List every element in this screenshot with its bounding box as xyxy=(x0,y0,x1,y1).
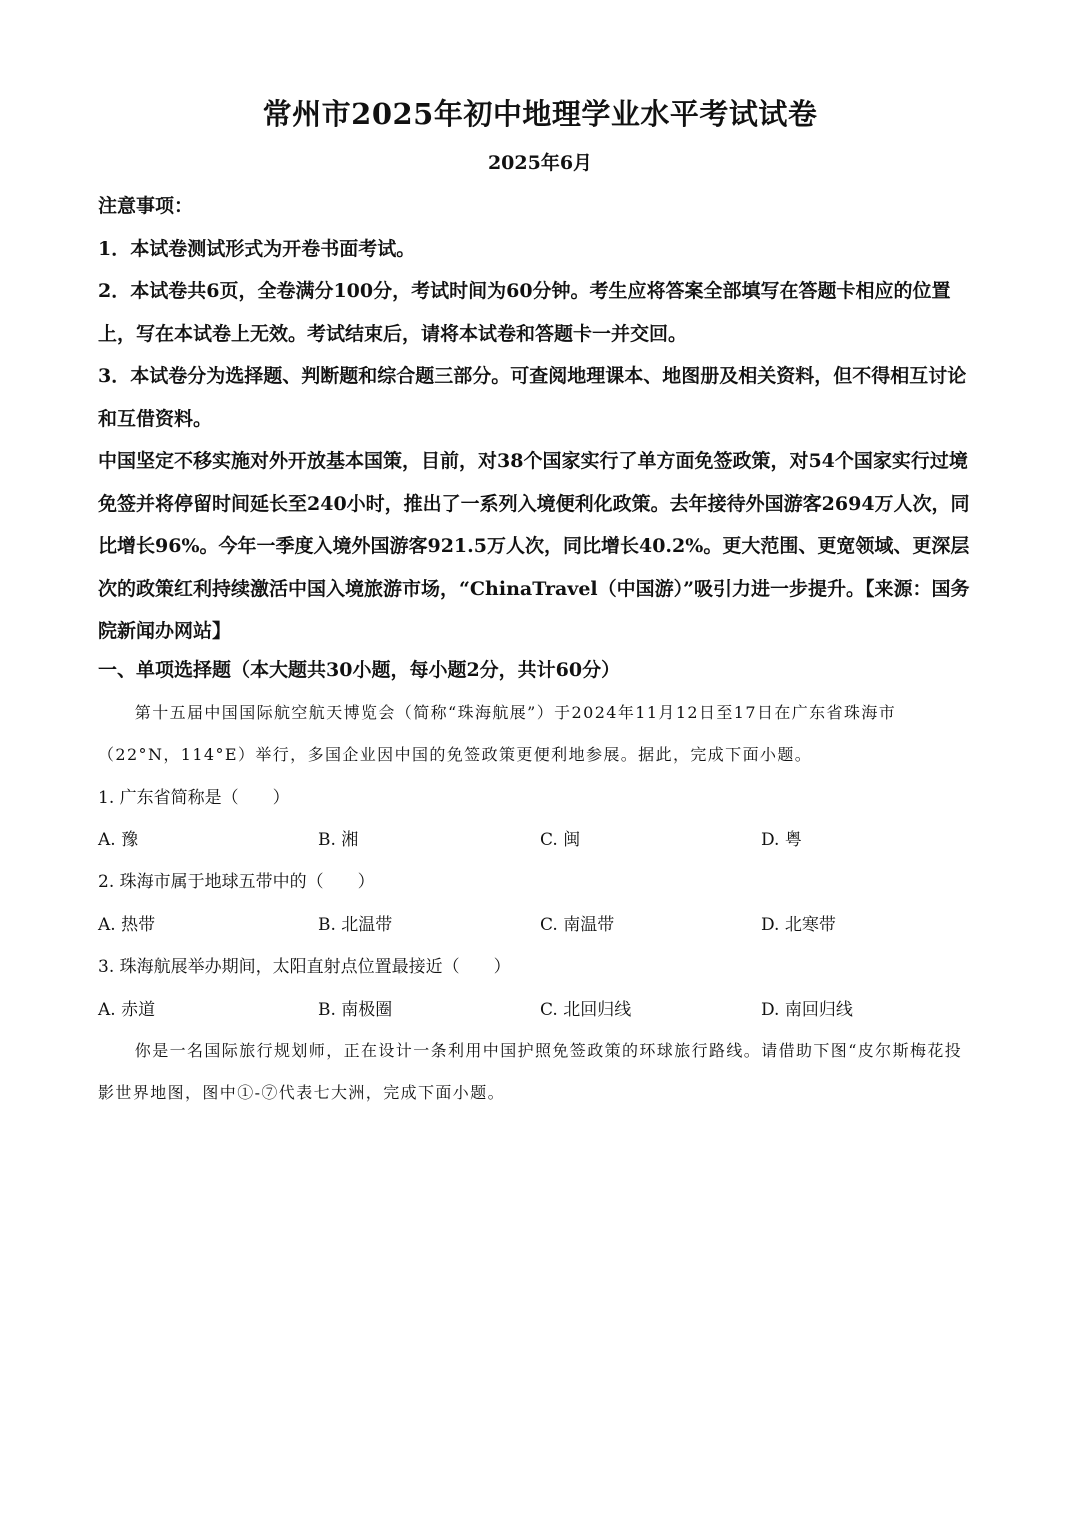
intro-paragraph: 中国坚定不移实施对外开放基本国策，目前，对38个国家实行了单方面免签政策，对54个国家实行过境免签并将停留时间延长至240小时，推出了一系列入境便利化政策。去年接待外国游客2694万人次，同比增长96%。今年一季度入境外国游客921.5万人次，同比增长40.2%。更大范围、更宽领域、更深层次的政策红利持续激活中国入境旅游市场，“ChinaTravel（中国游）”吸引力进一步提升。【来源：国务院新闻办网站】 xyxy=(98,450,970,642)
notes-heading: 注意事项： xyxy=(98,195,194,217)
option-d: D. 南回归线 xyxy=(761,1000,853,1020)
option-d: D. 北寒带 xyxy=(761,915,836,935)
option-b: B. 北温带 xyxy=(318,915,393,935)
option-b: B. 南极圈 xyxy=(318,1000,393,1020)
option-d: D. 粤 xyxy=(761,830,802,850)
option-c: C. 南温带 xyxy=(540,915,615,935)
exam-date: 2025年6月 xyxy=(487,152,593,174)
option-a: A. 豫 xyxy=(98,830,139,850)
option-c: C. 闽 xyxy=(540,830,581,850)
option-b: B. 湘 xyxy=(318,830,359,850)
question-3: 3. 珠海航展举办期间，太阳直射点位置最接近（ ） xyxy=(98,957,511,977)
question-3-options xyxy=(98,996,978,1024)
option-a: A. 热带 xyxy=(98,915,156,935)
passage-travel-planner: 你是一名国际旅行规划师，正在设计一条利用中国护照免签政策的环球旅行路线。请借助下图“皮尔斯梅花投影世界地图，图中①-⑦代表七大洲，完成下面小题。 xyxy=(98,1041,963,1102)
notes-block xyxy=(98,185,978,653)
notes-item: 1．本试卷测试形式为开卷书面考试。 xyxy=(98,237,416,260)
section-title: 一、单项选择题（本大题共30小题，每小题2分，共计60分） xyxy=(98,659,621,681)
option-a: A. 赤道 xyxy=(98,1000,156,1020)
question-1-options xyxy=(98,826,978,854)
notes-item: 3．本试卷分为选择题、判断题和综合题三部分。可查阅地理课本、地图册及相关资料，但不得相互讨论和互借资料。 xyxy=(98,365,967,430)
question-2: 2. 珠海市属于地球五带中的（ ） xyxy=(98,872,375,892)
question-2-options xyxy=(98,911,978,939)
notes-item: 2．本试卷共6页，全卷满分100分，考试时间为60分钟。考生应将答案全部填写在答题卡相应的位置上，写在本试卷上无效。考试结束后，请将本试卷和答题卡一并交回。 xyxy=(98,280,951,345)
question-1: 1. 广东省简称是（ ） xyxy=(98,788,290,808)
page-title: 常州市2025年初中地理学业水平考试试卷 xyxy=(262,97,818,131)
option-c: C. 北回归线 xyxy=(540,1000,632,1020)
passage-zhuhai-airshow: 第十五届中国国际航空航天博览会（简称“珠海航展”）于2024年11月12日至17日在广东省珠海市（22°N，114°E）举行，多国企业因中国的免签政策更便利地参展。据此，完成下面小题。 xyxy=(98,703,897,764)
